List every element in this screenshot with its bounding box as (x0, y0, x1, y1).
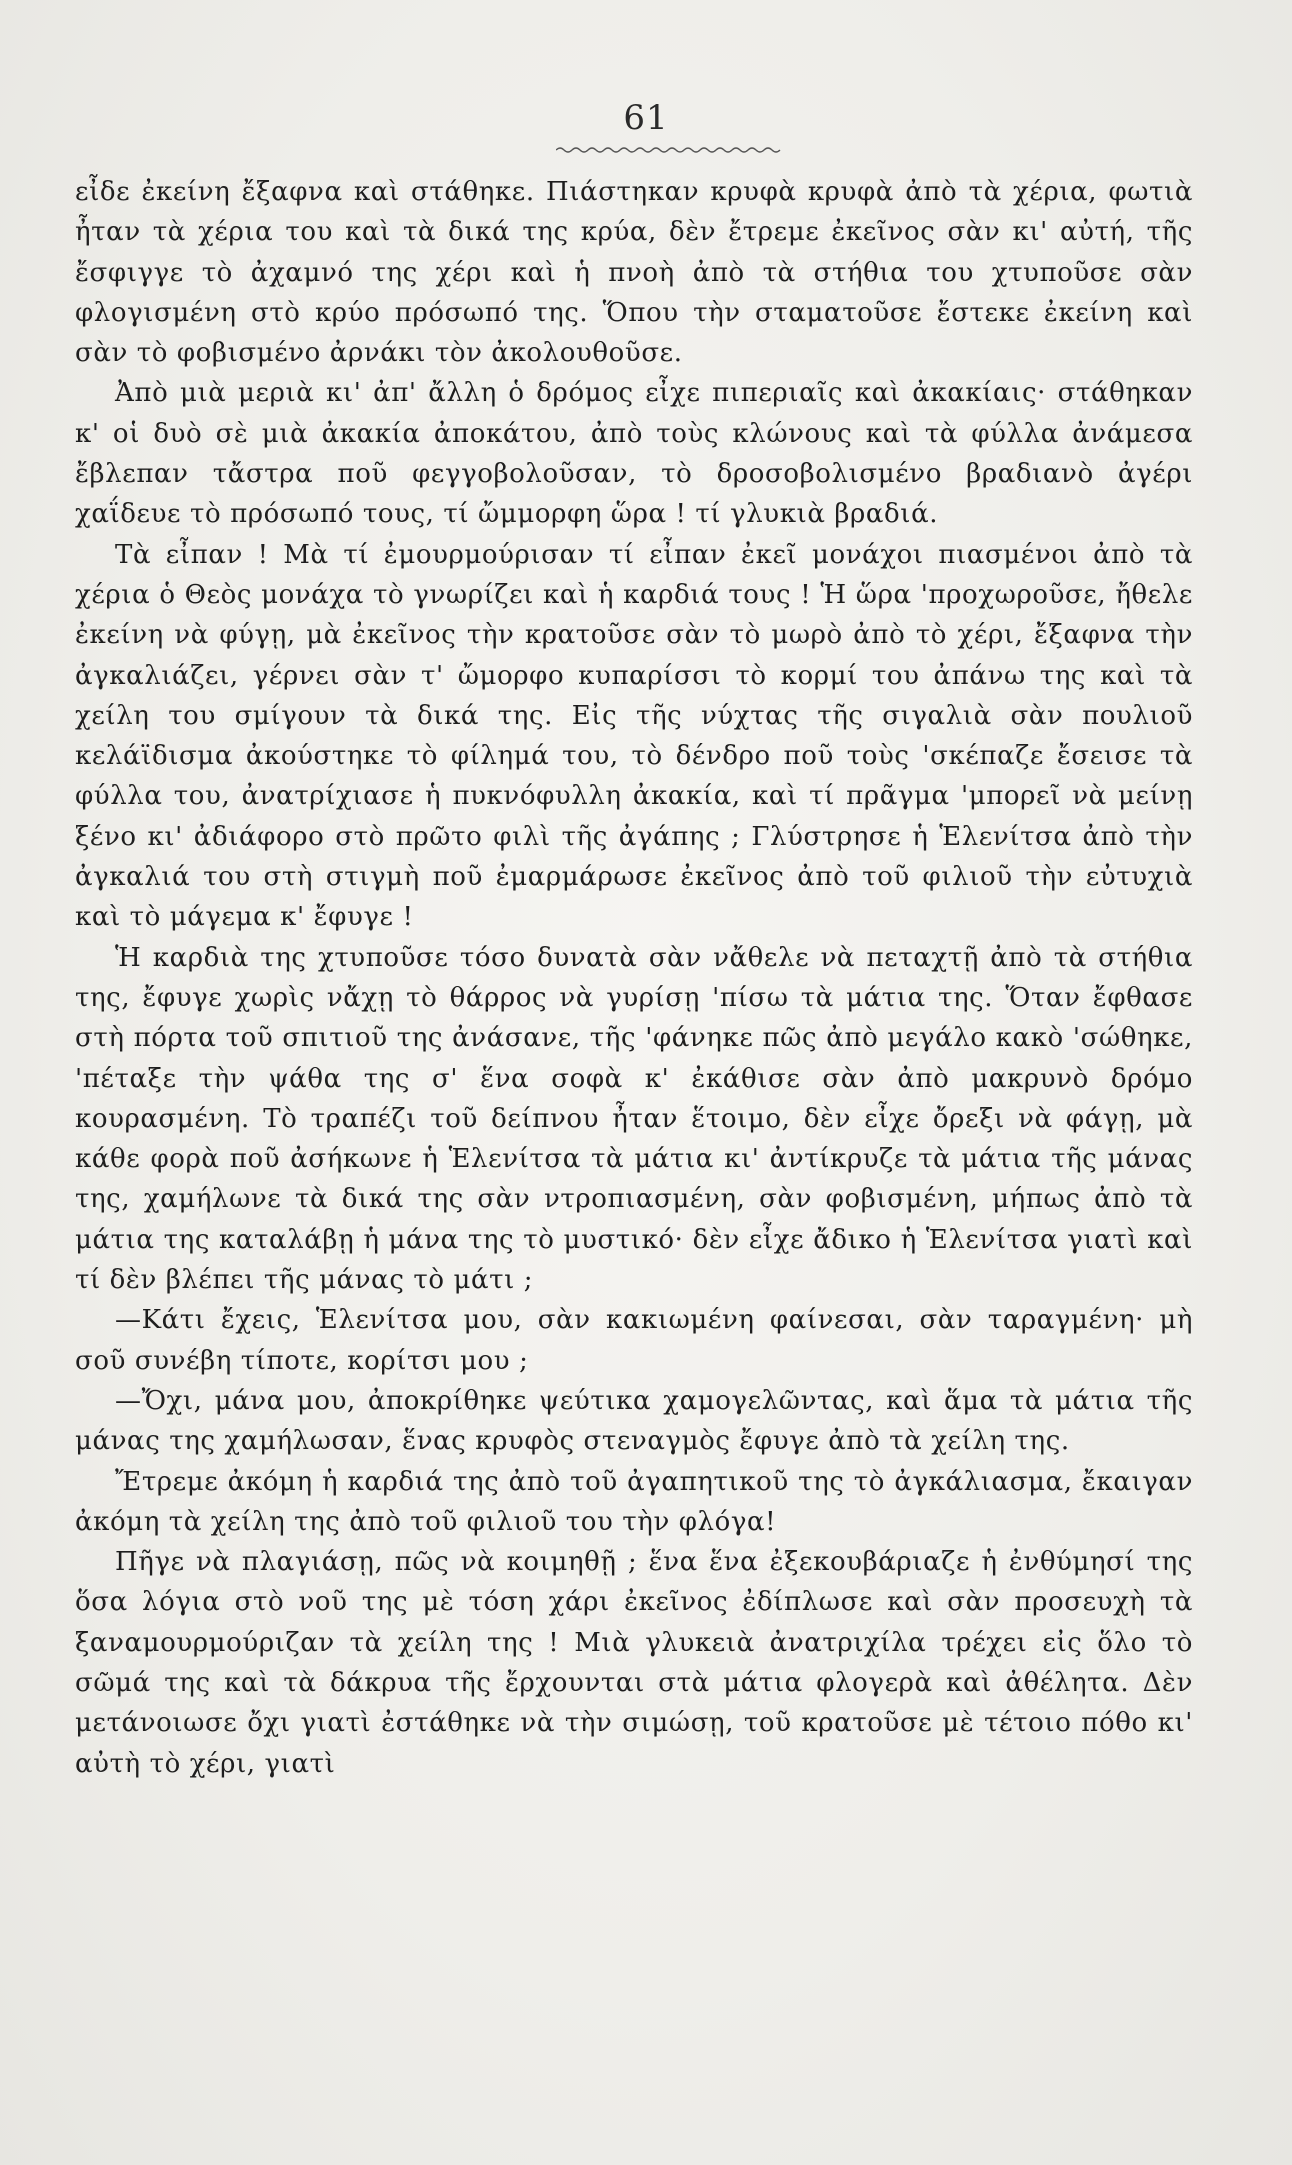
paragraph-5: —Κάτι ἔχεις, Ἑλενίτσα μου, σὰν κακιωμένη φαίνεσαι, σὰν ταραγμένη· μὴ σοῦ συνέβη τίποτε, κορίτσι μου ; (75, 1305, 1193, 1376)
paragraph-7: Ἔτρεμε ἀκόμη ἡ καρδιά της ἀπὸ τοῦ ἀγαπητικοῦ της τὸ ἀγκάλιασμα, ἔκαιγαν ἀκόμη τὰ χείλη της ἀπὸ τοῦ φιλιοῦ του τὴν φλόγα! (75, 1466, 1193, 1537)
paragraph-2: Ἀπὸ μιὰ μεριὰ κι' ἀπ' ἄλλη ὁ δρόμος εἶχε πιπεριαῖς καὶ ἀκακίαις· στάθηκαν κ' οἱ δυὸ σὲ μιὰ ἀκακία ἀποκάτου, ἀπὸ τοὺς κλώνους καὶ τὰ φύλλα ἀνάμεσα ἔβλεπαν τἄστρα ποῦ φεγγοβολοῦσαν, τὸ δροσοβολισμένο βραδιανὸ ἀγέρι χαΐδευε τὸ πρόσωπό τους, τί ὤμμορφη ὥρα ! τί γλυκιὰ βραδιά. (75, 378, 1193, 530)
paragraph-3: Τὰ εἶπαν ! Μὰ τί ἐμουρμούρισαν τί εἶπαν ἐκεῖ μονάχοι πιασμένοι ἀπὸ τὰ χέρια ὁ Θεὸς μονάχα τὸ γνωρίζει καὶ ἡ καρδιά τους ! Ἡ ὥρα 'προχωροῦσε, ἤθελε ἐκείνη νὰ φύγῃ, μὰ ἐκεῖνος τὴν κρατοῦσε σὰν τὸ μωρὸ ἀπὸ τὸ χέρι, ἔξαφνα τὴν ἀγκαλιάζει, γέρνει σὰν τ' ὤμορφο κυπαρίσσι τὸ κορμί του ἀπάνω της καὶ τὰ χείλη του σμίγουν τὰ δικά της. Εἰς τῆς νύχτας τῆς σιγαλιὰ σὰν πουλιοῦ κελάϊδισμα ἀκούστηκε τὸ φίλημά του, τὸ δένδρο ποῦ τοὺς 'σκέπαζε ἔσεισε τὰ φύλλα του, ἀνατρίχιασε ἡ πυκνόφυλλη ἀκακία, καὶ τί πρᾶγμα 'μπορεῖ νὰ μείνῃ ξένο κι' ἀδιάφορο στὸ πρῶτο φιλὶ τῆς ἀγάπης ; Γλύστρησε ἡ Ἑλενίτσα ἀπὸ τὴν ἀγκαλιά του στὴ στιγμὴ ποῦ ἐμαρμάρωσε ἐκεῖνος ἀπὸ τοῦ φιλιοῦ τὴν εὐτυχιὰ καὶ τὸ μάγεμα κ' ἔφυγε ! (75, 539, 1193, 933)
ornament-rule (556, 146, 782, 154)
page-number: 61 (623, 98, 669, 138)
paragraph-1: εἶδε ἐκείνη ἔξαφνα καὶ στάθηκε. Πιάστηκαν κρυφὰ κρυφὰ ἀπὸ τὰ χέρια, φωτιὰ ἦταν τὰ χέρια του καὶ τὰ δικά της κρύα, δὲν ἔτρεμε ἐκεῖνος σὰν κι' αὐτή, τῆς ἔσφιγγε τὸ ἀχαμνό της χέρι καὶ ἡ πνοὴ ἀπὸ τὰ στήθια του χτυποῦσε σὰν φλογισμένη στὸ κρύο πρόσωπό της. Ὅπου τὴν σταματοῦσε ἔστεκε ἐκείνη καὶ σὰν τὸ φοβισμένο ἀρνάκι τὸν ἀκολουθοῦσε. (75, 177, 1193, 369)
paragraph-4: Ἡ καρδιὰ της χτυποῦσε τόσο δυνατὰ σὰν νἄθελε νὰ πεταχτῇ ἀπὸ τὰ στήθια της, ἔφυγε χωρὶς νἄχῃ τὸ θάρρος νὰ γυρίσῃ 'πίσω τὰ μάτια της. Ὅταν ἔφθασε στὴ πόρτα τοῦ σπιτιοῦ της ἀνάσανε, τῆς 'φάνηκε πῶς ἀπὸ μεγάλο κακὸ 'σώθηκε, 'πέταξε τὴν ψάθα της σ' ἕνα σοφὰ κ' ἐκάθισε σὰν ἀπὸ μακρυνὸ δρόμο κουρασμένη. Τὸ τραπέζι τοῦ δείπνου ἦταν ἕτοιμο, δὲν εἶχε ὄρεξι νὰ φάγῃ, μὰ κάθε φορὰ ποῦ ἀσήκωνε ἡ Ἑλενίτσα τὰ μάτια κι' ἀντίκρυζε τὰ μάτια τῆς μάνας της, χαμήλωνε τὰ δικά της σὰν ντροπιασμένη, σὰν φοβισμένη, μήπως ἀπὸ τὰ μάτια της καταλάβῃ ἡ μάνα της τὸ μυστικό· δὲν εἶχε ἄδικο ἡ Ἑλενίτσα γιατὶ καὶ τί δὲν βλέπει τῆς μάνας τὸ μάτι ; (75, 942, 1193, 1296)
paragraph-8: Πῆγε νὰ πλαγιάσῃ, πῶς νὰ κοιμηθῇ ; ἕνα ἕνα ἐξεκουβάριαζε ἡ ἐνθύμησί της ὅσα λόγια στὸ νοῦ της μὲ τόση χάρι ἐκεῖνος ἐδίπλωσε καὶ σὰν προσευχὴ τὰ ξαναμουρμούριζαν τὰ χείλη της ! Μιὰ γλυκειὰ ἀνατριχίλα τρέχει εἰς ὅλο τὸ σῶμά της καὶ τὰ δάκρυα τῆς ἔρχουνται στὰ μάτια φλογερὰ καὶ ἀθέλητα. Δὲν μετάνοιωσε ὄχι γιατὶ ἐστάθηκε νὰ τὴν σιμώσῃ, τοῦ κρατοῦσε μὲ τέτοιο πόθο κι' αὐτὴ τὸ χέρι, γιατὶ (75, 1547, 1193, 1779)
paragraph-6: —Ὄχι, μάνα μου, ἀποκρίθηκε ψεύτικα χαμογελῶντας, καὶ ἅμα τὰ μάτια τῆς μάνας της χαμήλωσαν, ἕνας κρυφὸς στεναγμὸς ἔφυγε ἀπὸ τὰ χείλη της. (75, 1385, 1193, 1457)
body-text (75, 172, 1193, 1784)
